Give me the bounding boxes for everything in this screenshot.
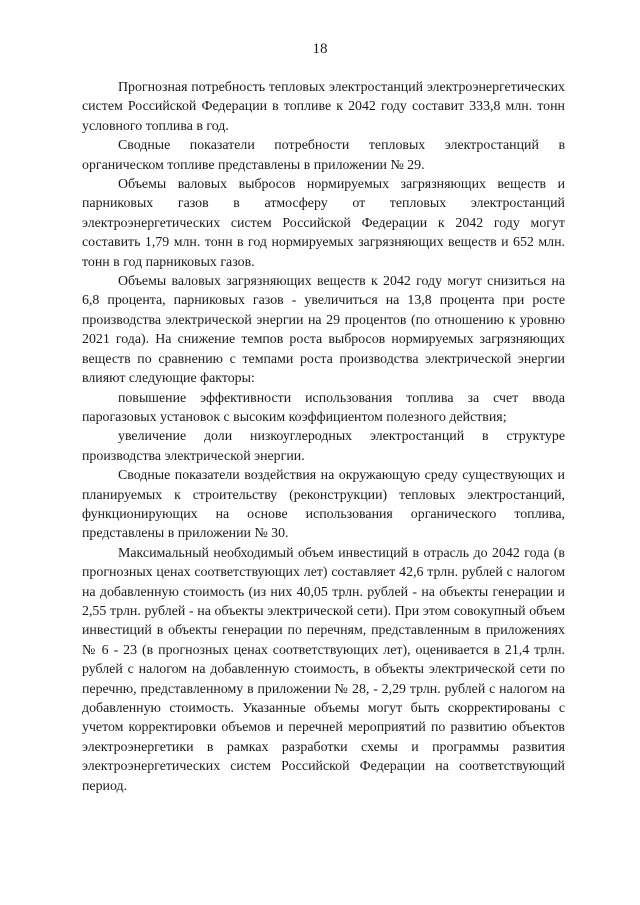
paragraph-factor-efficiency: повышение эффективности использования топлива за счет ввода парогазовых установок с высоким коэффициентом полезного действия; xyxy=(82,390,565,425)
paragraph-fuel-demand: Прогнозная потребность тепловых электростанций электроэнергетических систем Российской Федерации в топливе к 2042 году составит 333,8 млн. тонн условного топлива в год. xyxy=(82,80,565,134)
paragraph-investments: Максимальный необходимый объем инвестиций в отрасль до 2042 года (в прогнозных ценах соответствующих лет) составляет 42,6 трлн. рублей с налогом на добавленную стоимость (из них 40,05 трлн. рублей - на объекты генерации и 2,55 трлн. рублей - на объекты электрической сети). При этом совокупный объем инвестиций в объекты генерации по перечням, представленным в приложениях № 6 - 23 (в прогнозных ценах соответствующих лет), оценивается в 21,4 трлн. рублей с налогом на добавленную стоимость, в объекты электрической сети по перечню, представленному в приложении № 28, - 2,29 трлн. рублей с налогом на добавленную стоимость. Указанные объемы могут быть скорректированы с учетом корректировки объемов и перечней мероприятий по развитию объектов электроэнергетики в рамках разработки схемы и программы развития электроэнергетических систем Российской Федерации на соответствующий период. xyxy=(82,545,565,794)
paragraph-emissions-change: Объемы валовых загрязняющих веществ к 2042 году могут снизиться на 6,8 процента, парниковых газов - увеличиться на 13,8 процента при росте производства электрической энергии на 29 процентов (по отношению к уровню 2021 года). На снижение темпов роста выбросов нормируемых загрязняющих веществ по сравнению с темпами роста производства электрической энергии влияют следующие факторы: xyxy=(82,274,565,387)
paragraph-fuel-summary: Сводные показатели потребности тепловых электростанций в органическом топливе представлены в приложении № 29. xyxy=(82,138,565,173)
paragraph-emissions-volume: Объемы валовых выбросов нормируемых загрязняющих веществ и парниковых газов в атмосферу от тепловых электростанций электроэнергетических систем Российской Федерации к 2042 году могут составить 1,79 млн. тонн в год нормируемых загрязняющих веществ и 652 млн. тонн в год парниковых газов. xyxy=(82,177,565,270)
page-number: 18 xyxy=(312,41,328,57)
paragraph-environment-summary: Сводные показатели воздействия на окружающую среду существующих и планируемых к строительству (реконструкции) тепловых электростанций, функционирующих на основе использования органического топлива, представлены в приложении № 30. xyxy=(82,468,565,542)
paragraph-factor-low-carbon: увеличение доли низкоуглеродных электростанций в структуре производства электрической энергии. xyxy=(82,429,565,464)
document-body xyxy=(82,78,565,796)
